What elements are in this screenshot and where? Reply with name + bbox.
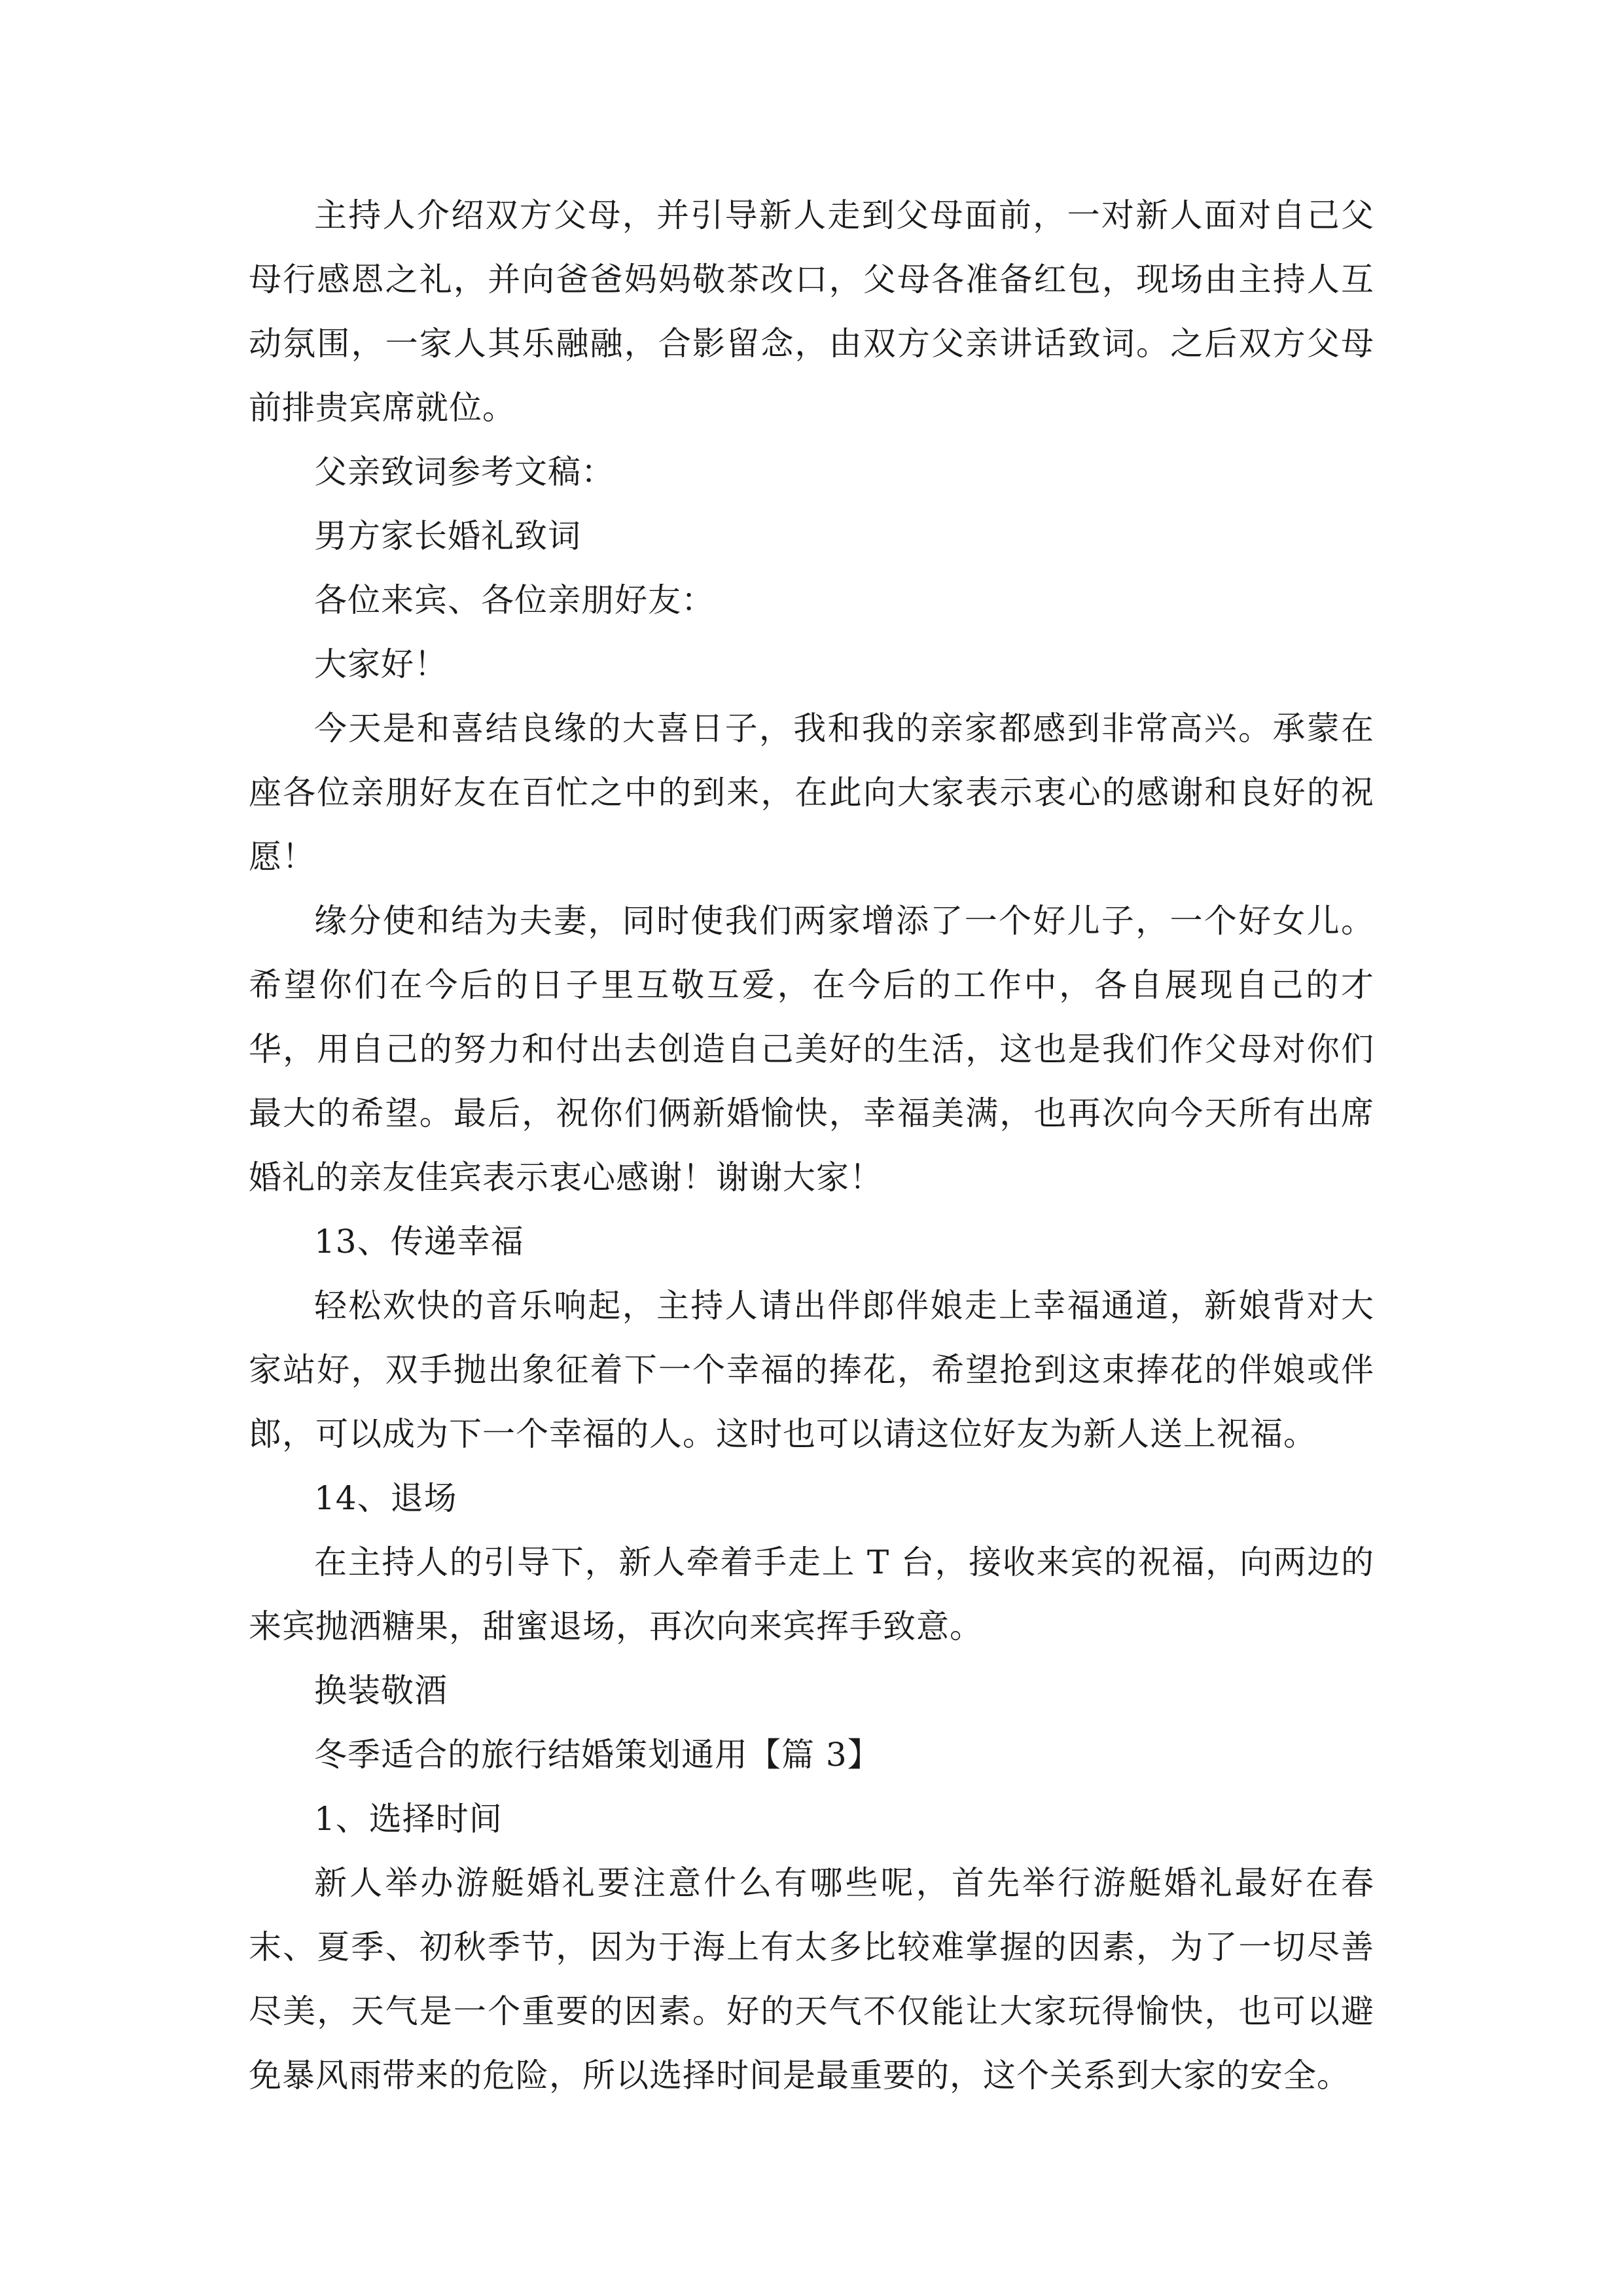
document-body (249, 183, 1374, 2108)
paragraph-greeting: 大家好！ (314, 645, 448, 683)
paragraph-choose-time: 新人举办游艇婚礼要注意什么有哪些呢，首先举行游艇婚礼最好在春末、夏季、初秋季节，因为于海上有太多比较难掌握的因素，为了一切尽善尽美，天气是一个重要的因素。好的天气不仅能让大家玩得愉快，也可以避免暴风雨带来的危险，所以选择时间是最重要的，这个关系到大家的安全。 (249, 1864, 1374, 2094)
paragraph-salutation: 各位来宾、各位亲朋好友： (314, 581, 715, 619)
paragraph-exit: 在主持人的引导下，新人牵着手走上 T 台，接收来宾的祝福，向两边的来宾抛洒糖果，甜蜜退场，再次向来宾挥手致意。 (249, 1543, 1374, 1645)
paragraph-speech-reference-heading: 父亲致词参考文稿： (314, 453, 615, 491)
section-heading-14: 14、退场 (314, 1479, 457, 1517)
paragraph-speech-title: 男方家长婚礼致词 (314, 517, 581, 555)
section-heading-1: 1、选择时间 (314, 1800, 503, 1838)
paragraph-bouquet-toss: 轻松欢快的音乐响起，主持人请出伴郎伴娘走上幸福通道，新娘背对大家站好，双手抛出象征着下一个幸福的捧花，希望抢到这束捧花的伴娘或伴郎，可以成为下一个幸福的人。这时也可以请这位好友为新人送上祝福。 (249, 1287, 1374, 1453)
paragraph-speech-wishes: 缘分使和结为夫妻，同时使我们两家增添了一个好儿子，一个好女儿。希望你们在今后的日子里互敬互爱，在今后的工作中，各自展现自己的才华，用自己的努力和付出去创造自己美好的生活，这也是我们作父母对你们最大的希望。最后，祝你们俩新婚愉快，幸福美满，也再次向今天所有出席婚礼的亲友佳宾表示衷心感谢！谢谢大家！ (249, 902, 1374, 1196)
paragraph-parents-introduction: 主持人介绍双方父母，并引导新人走到父母面前，一对新人面对自己父母行感恩之礼，并向爸爸妈妈敬茶改口，父母各准备红包，现场由主持人互动氛围，一家人其乐融融，合影留念，由双方父亲讲话致词。之后双方父母前排贵宾席就位。 (249, 196, 1374, 427)
section-heading-13: 13、传递幸福 (314, 1223, 524, 1261)
paragraph-toast: 换装敬酒 (314, 1672, 448, 1710)
paragraph-speech-opening: 今天是和喜结良缘的大喜日子，我和我的亲家都感到非常高兴。承蒙在座各位亲朋好友在百忙之中的到来，在此向大家表示衷心的感谢和良好的祝愿！ (249, 709, 1374, 876)
article-part-title: 冬季适合的旅行结婚策划通用【篇 3】 (314, 1736, 881, 1774)
